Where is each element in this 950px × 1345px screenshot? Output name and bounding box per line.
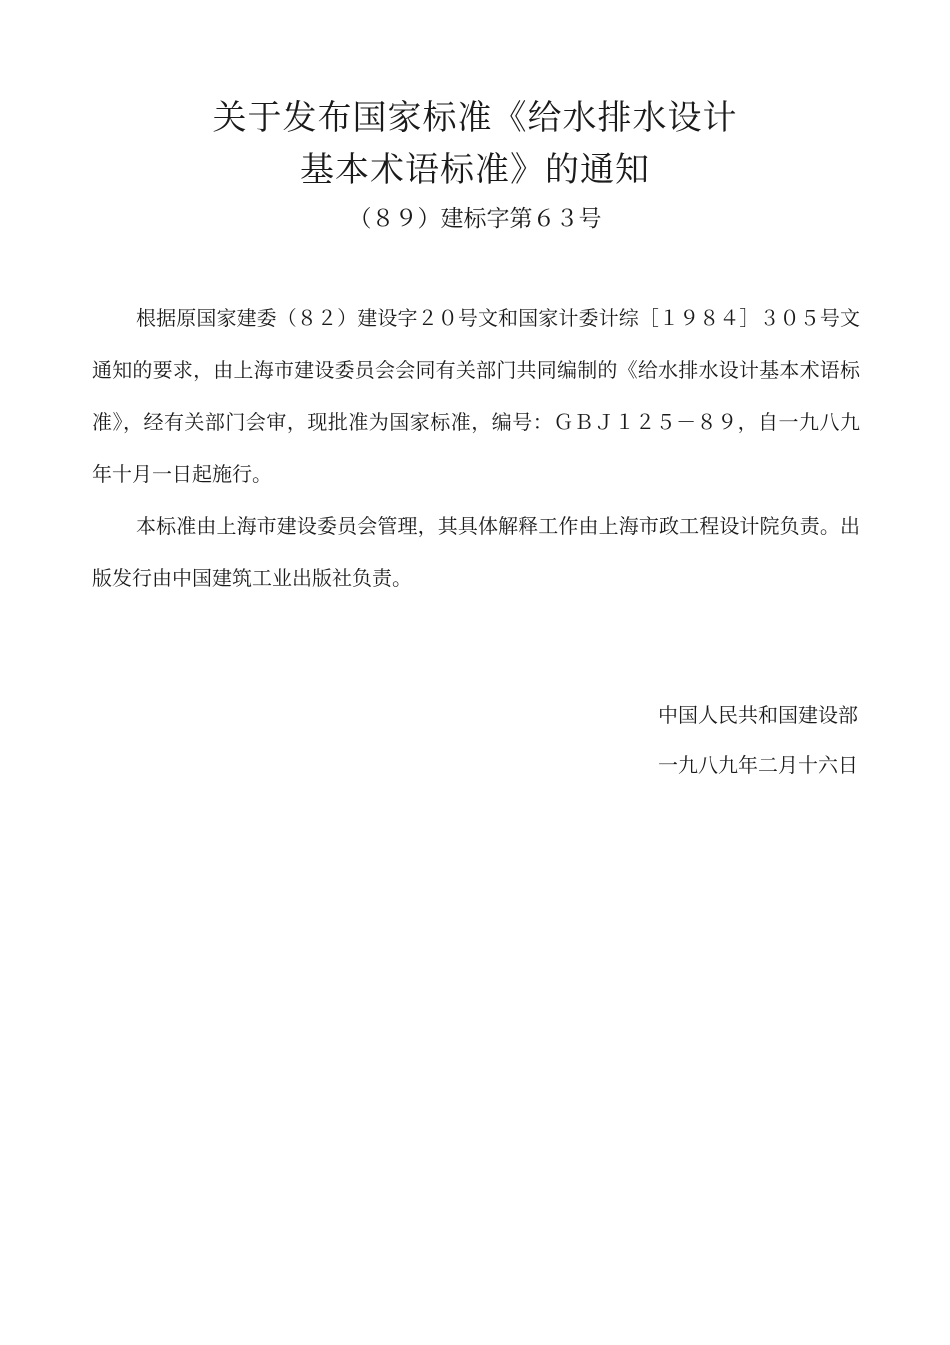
- issue-date: 一九八九年二月十六日: [658, 753, 858, 777]
- body-paragraph-2: 本标准由上海市建设委员会管理，其具体解释工作由上海市政工程设计院负责。出版发行由中国建筑工业出版社负责。: [92, 514, 860, 590]
- notice-header: [0, 92, 950, 236]
- issuer-name: 中国人民共和国建设部: [658, 703, 858, 727]
- notice-title-line-2: 基本术语标准》的通知: [300, 150, 650, 190]
- signature-block: [658, 690, 858, 790]
- notice-body: [92, 292, 860, 604]
- notice-title-line-1: 关于发布国家标准《给水排水设计: [212, 98, 738, 138]
- document-number: （８９）建标字第６３号: [348, 206, 602, 232]
- body-paragraph-1: 根据原国家建委（８２）建设字２０号文和国家计委计综［１９８４］３０５号文通知的要求，由上海市建设委员会会同有关部门共同编制的《给水排水设计基本术语标准》，经有关部门会审，现批准为国家标准，编号：ＧＢＪ１２５－８９，自一九八九年十月一日起施行。: [92, 306, 860, 486]
